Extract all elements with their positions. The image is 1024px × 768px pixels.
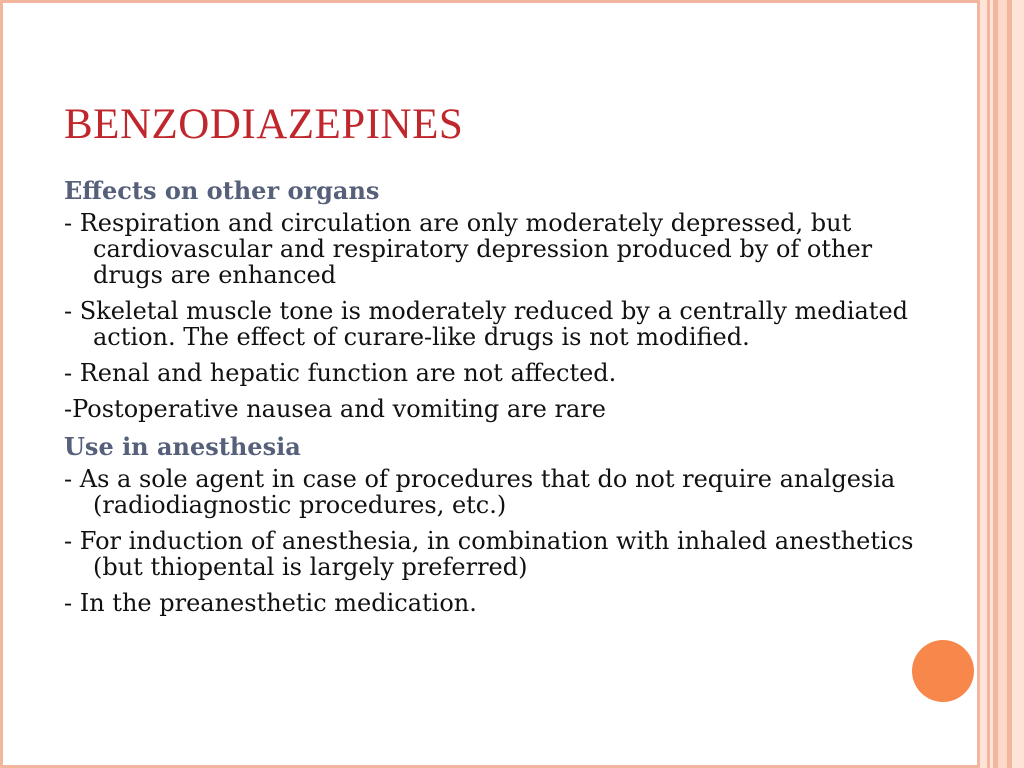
bullet-item: - In the preanesthetic medication.: [64, 589, 477, 617]
slide-body: [64, 176, 914, 626]
bullet-item: - Renal and hepatic function are not affected.: [64, 359, 617, 387]
decorative-stripe: [1012, 0, 1024, 768]
slide-title: BENZODIAZEPINES: [64, 101, 464, 148]
decorative-circle-icon: [912, 640, 974, 702]
slide-border-top: [0, 0, 985, 3]
bullet-item: -Postoperative nausea and vomiting are rare: [64, 395, 606, 423]
bullet-item: - As a sole agent in case of procedures that do not require analgesia (radiodiagnostic procedures, etc.): [64, 465, 896, 519]
bullet-item: - Skeletal muscle tone is moderately reduced by a centrally mediated action. The effect of curare-like drugs is not modified.: [64, 297, 909, 351]
section-heading-use: Use in anesthesia: [64, 432, 301, 461]
bullet-item: - For induction of anesthesia, in combination with inhaled anesthetics (but thiopental is largely preferred): [64, 527, 914, 581]
bullet-item: - Respiration and circulation are only moderately depressed, but cardiovascular and respiratory depression produced by of other drugs are enhanced: [64, 209, 873, 289]
decorative-stripe: [998, 0, 1007, 768]
section-heading-effects: Effects on other organs: [64, 176, 380, 205]
slide-border-left: [0, 0, 3, 768]
decorative-stripe: [980, 0, 987, 768]
